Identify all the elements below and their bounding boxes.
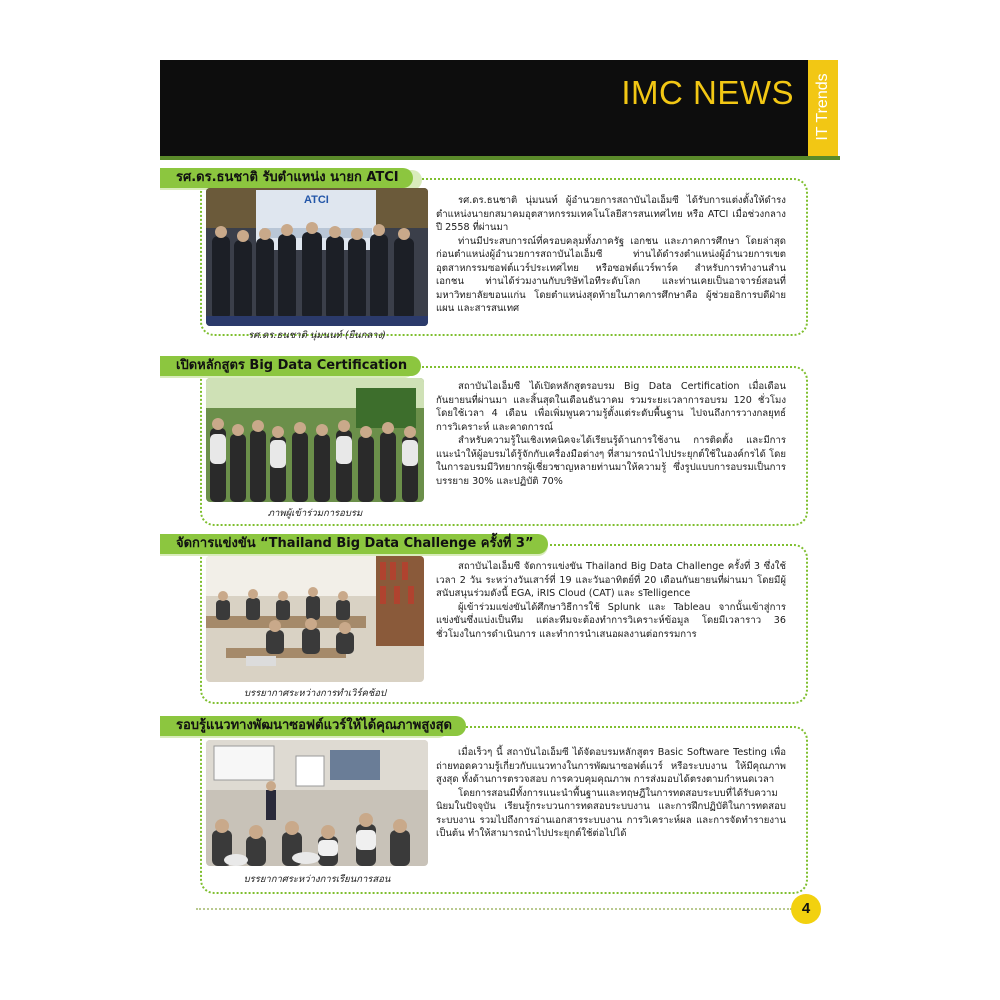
article-paragraph: ผู้เข้าร่วมแข่งขันได้ศึกษาวิธีการใช้ Splunk และ Tableau จากนั้นเข้าสู่การแข่งขันซึ่งแบ่งเป็นทีม แต่ละทีมจะต้องทำการวิเคราะห์ข้อมูล โดยมีเวลาราว 36 ชั่วโมงในการดำเนินการ และทำการนำเสนอผลงานต่อกรรมการ bbox=[436, 601, 786, 640]
article-paragraph: ท่านมีประสบการณ์ที่ครอบคลุมทั้งภาครัฐ เอกชน และภาคการศึกษา โดยล่าสุดก่อนตำแหน่งผู้อำนวยการสถาบันไอเอ็มซี ท่านได้ดำรงตำแหน่งผู้อำนวยการเขตอุตสาหกรรมซอฟต์แวร์ประเทศไทย หรือซอฟต์แวร์พาร์ค สำหรับการทำงานสำนเอกชน ท่านได้ร่วมงานกับบริษัทไอทีระดับโลก และท่านเคยเป็นอาจารย์สอนที่มหาวิทยาลัยขอนแก่น โดยตำแหน่งสุดท้ายในภาคการศึกษาคือ ผู้ช่วยอธิการบดีฝ่ายแผน และสารสนเทศ bbox=[436, 235, 786, 314]
article-paragraph: สถาบันไอเอ็มซี ได้เปิดหลักสูตรอบรม Big Data Certification เมื่อเดือนกันยายนที่ผ่านมา และสิ้นสุดในเดือนธันวาคม รวมระยะเวลาการอบรม 120 ชั่วโมง โดยใช้เวลา 4 เดือน เพื่อเพิ่มพูนความรู้ตั้งแต่ระดับพื้นฐาน ไปจนถึงการวางกลยุทธ์ การวิเคราะห์ และคาดการณ์ bbox=[436, 381, 786, 433]
article-heading: รอบรู้แนวทางพัฒนาซอฟต์แวร์ให้ได้คุณภาพสูงสุด bbox=[160, 716, 466, 736]
page-title: IMC NEWS bbox=[621, 74, 794, 111]
article-body bbox=[436, 380, 786, 488]
photo-caption: บรรยากาศระหว่างการทำเวิร์คช้อป bbox=[243, 688, 387, 699]
article-software-testing bbox=[176, 716, 808, 892]
article-paragraph: สำหรับความรู้ในเชิงเทคนิคจะได้เรียนรู้ด้านการใช้งาน การติดตั้ง และมีการแนะนำให้ผู้อบรมได้รู้จักกับเครื่องมือต่างๆ ที่สามารถนำไปประยุกต์ใช้ในองค์กรได้ โดยในการอบรมมีวิทยากรผู้เชี่ยวชาญหลายท่านมาให้ความรู้ ซึ่งรูปแบบการอบรมเป็นการบรรยาย 30% และปฏิบัติ 70% bbox=[436, 435, 786, 487]
article-paragraph: เมื่อเร็วๆ นี้ สถาบันไอเอ็มซี ได้จัดอบรมหลักสูตร Basic Software Testing เพื่อถ่ายทอดความรู้เกี่ยวกับแนวทางในการพัฒนาซอฟต์แวร์ หรือระบบงาน ให้มีคุณภาพสูงสุด ทั้งด้านการตรวจสอบ การควบคุมคุณภาพ การส่งมอบได้ตรงตามกำหนดเวลา bbox=[436, 747, 786, 785]
article-photo bbox=[206, 188, 428, 326]
page-number: 4 bbox=[791, 894, 821, 924]
article-photo bbox=[206, 556, 424, 682]
section-tab-label: IT Trends bbox=[814, 73, 831, 141]
article-big-data-challenge bbox=[176, 534, 808, 704]
article-paragraph: สถาบันไอเอ็มซี จัดการแข่งขัน Thailand Big Data Challenge ครั้งที่ 3 ซึ่งใช้เวลา 2 วัน ระหว่างวันเสาร์ที่ 19 และวันอาทิตย์ที่ 20 เดือนกันยายนที่ผ่านมา โดยมีผู้สนับสนุนร่วมดังนี้ EGA, iRIS Cloud (CAT) และ sTelligence bbox=[436, 561, 786, 599]
photo-caption: ภาพผู้เข้าร่วมการอบรม bbox=[267, 508, 363, 519]
photo-caption: รศ.ดร.ธนชาติ นุ่มนนท์ (ยืนกลาง) bbox=[248, 330, 386, 341]
article-big-data-certification bbox=[176, 356, 808, 526]
footer-divider bbox=[196, 908, 792, 910]
photo-caption: บรรยากาศระหว่างการเรียนการสอน bbox=[243, 874, 391, 885]
article-atci bbox=[176, 168, 808, 341]
article-heading: รศ.ดร.ธนชาติ รับตำแหน่ง นายก ATCI bbox=[160, 168, 413, 188]
article-body bbox=[436, 560, 786, 641]
header-banner bbox=[160, 60, 808, 156]
article-heading: จัดการแข่งขัน “Thailand Big Data Challenge ครั้งที่ 3” bbox=[160, 534, 548, 554]
header-divider bbox=[160, 156, 840, 160]
article-heading: เปิดหลักสูตร Big Data Certification bbox=[160, 356, 421, 376]
article-paragraph: โดยการสอนมีทั้งการแนะนำพื้นฐานและทฤษฎีในการทดสอบระบบที่ได้รับความนิยมในปัจจุบัน เรียนรู้กระบวนการทดสอบระบบงาน และการฝึกปฏิบัติในการทดสอบระบบงาน รวมไปถึงการอ่านเอกสารระบบงาน การวิเคราะห์ผล และการจัดทำรายงาน เป็นต้น ทำให้สามารถนำไปประยุกต์ใช้ต่อไปได้ bbox=[436, 787, 786, 839]
section-tab bbox=[808, 60, 838, 156]
article-photo bbox=[206, 378, 424, 502]
atci-logo: ATCI bbox=[304, 194, 329, 206]
article-body bbox=[436, 746, 786, 841]
article-body bbox=[436, 194, 786, 316]
article-paragraph: รศ.ดร.ธนชาติ นุ่มนนท์ ผู้อำนวยการสถาบันไอเอ็มซี ได้รับการแต่งตั้งให้ดำรงตำแหน่งนายกสมาคมอุตสาหกรรมเทคโนโลยีสารสนเทศไทย หรือ ATCI เมื่อช่วงกลางปี 2558 ที่ผ่านมา bbox=[436, 195, 786, 233]
article-photo bbox=[206, 740, 428, 866]
